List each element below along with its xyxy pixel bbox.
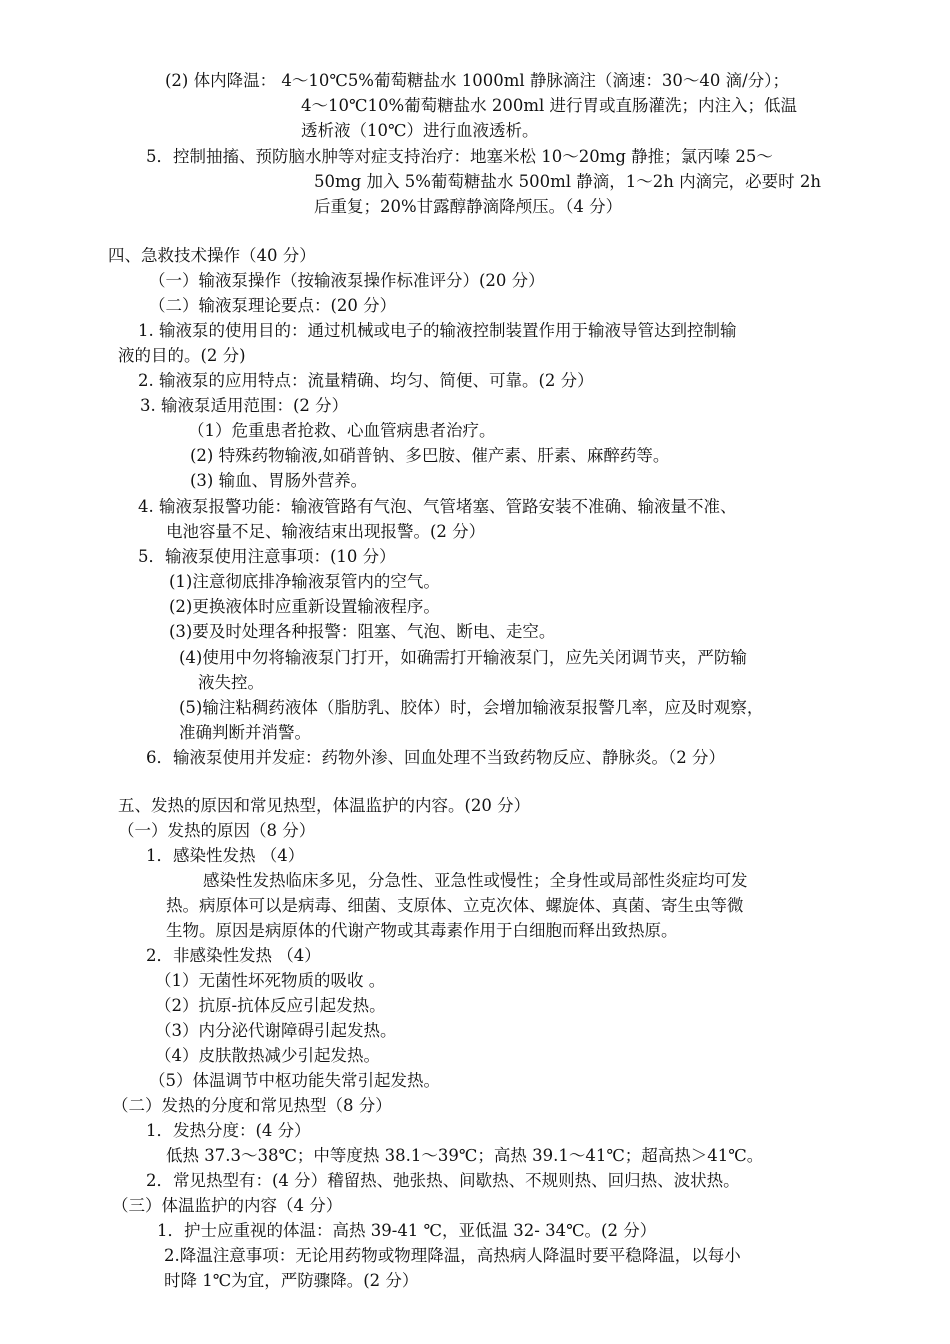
subsection-heading: （二）发热的分度和常见热型（8 分） xyxy=(112,1096,392,1115)
text-line: （2）抗原-抗体反应引起发热。 xyxy=(155,996,386,1015)
text-line: 后重复；20%甘露醇静滴降颅压。（4 分） xyxy=(314,197,623,216)
text-line: (3) 输血、胃肠外营养。 xyxy=(190,471,368,490)
text-line: 1. 输液泵的使用目的：通过机械或电子的输液控制装置作用于输液导管达到控制输 xyxy=(138,321,737,340)
text-line: 3. 输液泵适用范围：(2 分） xyxy=(140,396,349,415)
subsection-heading: （一）输液泵操作（按输液泵操作标准评分）(20 分） xyxy=(149,271,545,290)
text-line: 2．常见热型有：(4 分）稽留热、弛张热、间歇热、不规则热、回归热、波状热。 xyxy=(146,1171,740,1190)
text-line: 2. 输液泵的应用特点：流量精确、均匀、简便、可靠。(2 分） xyxy=(138,371,594,390)
text-line: 2.降温注意事项：无论用药物或物理降温，高热病人降温时要平稳降温，以每小 xyxy=(164,1246,741,1265)
subsection-heading: （三）体温监护的内容（4 分） xyxy=(112,1196,343,1215)
text-line: 2．非感染性发热 （4） xyxy=(146,946,321,965)
text-line: （1）无菌性坏死物质的吸收 。 xyxy=(155,971,386,990)
subsection-heading: （一）发热的原因（8 分） xyxy=(118,821,316,840)
text-line: 5．输液泵使用注意事项：(10 分） xyxy=(138,547,396,566)
text-line: 1．发热分度：(4 分） xyxy=(146,1121,311,1140)
text-line: （1）危重患者抢救、心血管病患者治疗。 xyxy=(188,421,496,440)
text-line: （3）内分泌代谢障碍引起发热。 xyxy=(155,1021,397,1040)
text-line: 低热 37.3～38℃；中等度热 38.1～39℃；高热 39.1～41℃；超高热＞41℃。 xyxy=(166,1146,764,1165)
text-line: 50mg 加入 5%葡萄糖盐水 500ml 静滴，1～2h 内滴完，必要时 2h xyxy=(314,172,822,191)
text-line: 透析液（10℃）进行血液透析。 xyxy=(301,121,539,140)
text-line: 热。病原体可以是病毒、细菌、支原体、立克次体、螺旋体、真菌、寄生虫等微 xyxy=(166,896,744,915)
text-line: 生物。原因是病原体的代谢产物或其毒素作用于白细胞而释出致热原。 xyxy=(166,921,678,940)
text-line: 5．控制抽搐、预防脑水肿等对症支持治疗：地塞米松 10～20mg 静推；氯丙嗪 25～ xyxy=(146,147,773,166)
text-line: 时降 1℃为宜，严防骤降。(2 分） xyxy=(164,1271,419,1290)
text-line: 感染性发热临床多见，分急性、亚急性或慢性；全身性或局部性炎症均可发 xyxy=(203,871,748,890)
text-line: 准确判断并消警。 xyxy=(179,723,311,742)
text-line: (2) 体内降温： 4～10℃5%葡萄糖盐水 1000ml 静脉滴注（滴速：30～40 滴/分）； xyxy=(165,71,789,90)
text-line: 液的目的。(2 分) xyxy=(118,346,246,365)
text-line: 电池容量不足、输液结束出现报警。(2 分） xyxy=(166,522,486,541)
section-heading: 五、发热的原因和常见热型，体温监护的内容。(20 分） xyxy=(118,796,531,815)
text-line: (4)使用中勿将输液泵门打开，如确需打开输液泵门，应先关闭调节夹，严防输 xyxy=(179,648,747,667)
text-line: (3)要及时处理各种报警：阻塞、气泡、断电、走空。 xyxy=(169,622,556,641)
text-line: 4～10℃10%葡萄糖盐水 200ml 进行胃或直肠灌洗；内注入；低温 xyxy=(301,96,798,115)
text-line: (5)输注粘稠药液体（脂肪乳、胶体）时，会增加输液泵报警几率，应及时观察， xyxy=(179,698,764,717)
text-line: 6．输液泵使用并发症：药物外渗、回血处理不当致药物反应、静脉炎。（2 分） xyxy=(146,748,725,767)
text-line: （4）皮肤散热减少引起发热。 xyxy=(155,1046,380,1065)
text-line: 液失控。 xyxy=(198,673,264,692)
text-line: 4. 输液泵报警功能：输液管路有气泡、气管堵塞、管路安装不准确、输液量不准、 xyxy=(138,497,737,516)
text-line: (2) 特殊药物输液,如硝普钠、多巴胺、催产素、肝素、麻醉药等。 xyxy=(190,446,670,465)
text-line: 1．护士应重视的体温：高热 39-41 ℃，亚低温 32- 34℃。(2 分） xyxy=(157,1221,657,1240)
section-heading: 四、急救技术操作（40 分） xyxy=(108,246,316,265)
subsection-heading: （二）输液泵理论要点：(20 分） xyxy=(149,296,397,315)
text-line: (2)更换液体时应重新设置输液程序。 xyxy=(169,597,440,616)
text-line: (1)注意彻底排净输液泵管内的空气。 xyxy=(169,572,440,591)
text-line: 1．感染性发热 （4） xyxy=(146,846,305,865)
text-line: （5）体温调节中枢功能失常引起发热。 xyxy=(149,1071,440,1090)
